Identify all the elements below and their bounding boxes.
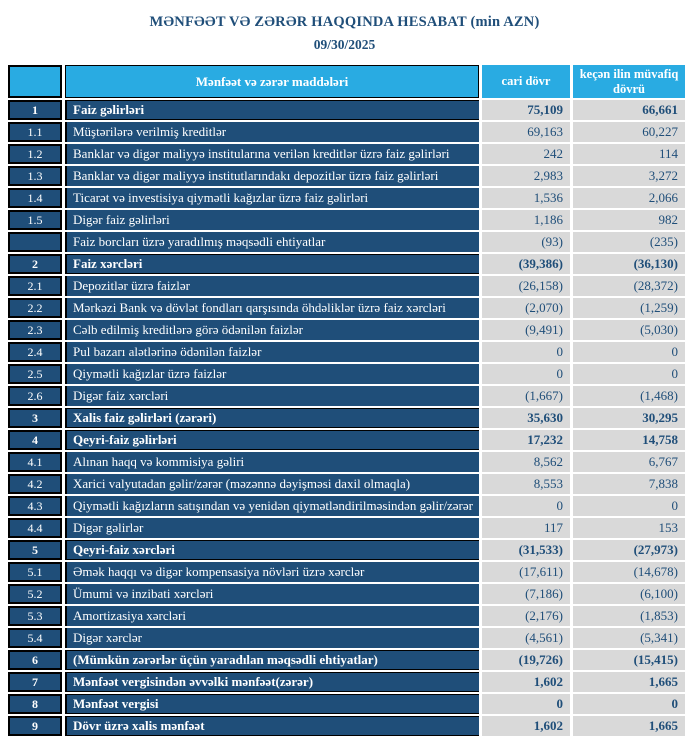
row-label: Mərkəzi Bank və dövlət fondları qarşısında öhdəliklər üzrə faiz xərcləri (65, 298, 479, 318)
row-previous-value: (1,259) (573, 298, 685, 318)
row-number: 9 (8, 716, 62, 736)
row-label: Amortizasiya xərcləri (65, 606, 479, 626)
row-label: Qiymətli kağızların satışından və yenidən qiymətləndirilməsindən gəlir/zərər (65, 496, 479, 516)
row-previous-value: 1,665 (573, 716, 685, 736)
table-row (8, 584, 687, 604)
row-previous-value: (15,415) (573, 650, 685, 670)
row-previous-value: (1,853) (573, 606, 685, 626)
row-number: 4.3 (8, 496, 62, 516)
row-label: Qiymətli kağızlar üzrə faizlər (65, 364, 479, 384)
row-label: Əmək haqqı və digər kompensasiya növləri üzrə xərclər (65, 562, 479, 582)
report-date: 09/30/2025 (313, 37, 376, 52)
row-number (8, 232, 62, 252)
row-previous-value: 114 (573, 144, 685, 164)
row-previous-value: 0 (573, 694, 685, 714)
row-label: Depozitlər üzrə faizlər (65, 276, 479, 296)
header-current-period-cell: cari dövr (482, 65, 570, 98)
row-current-value: 242 (482, 144, 570, 164)
row-label: Digər gəlirlər (65, 518, 479, 538)
table-row (8, 628, 687, 648)
row-current-value: (1,667) (482, 386, 570, 406)
row-current-value: (4,561) (482, 628, 570, 648)
row-current-value: 2,983 (482, 166, 570, 186)
row-current-value: (93) (482, 232, 570, 252)
row-number: 4.4 (8, 518, 62, 538)
row-number: 2.3 (8, 320, 62, 340)
row-number: 1.1 (8, 122, 62, 142)
table-row (8, 408, 687, 428)
row-current-value: 0 (482, 342, 570, 362)
row-current-value: 75,109 (482, 100, 570, 120)
row-number: 1 (8, 100, 62, 120)
row-number: 1.5 (8, 210, 62, 230)
row-current-value: (39,386) (482, 254, 570, 274)
row-number: 5.3 (8, 606, 62, 626)
row-previous-value: 0 (573, 496, 685, 516)
page-title: MƏNFƏƏT VƏ ZƏRƏR HAQQINDA HESABAT (min AZN) (149, 14, 540, 30)
row-number: 4 (8, 430, 62, 450)
row-number: 5.1 (8, 562, 62, 582)
table-row (8, 122, 687, 142)
row-label: Faiz gəlirləri (65, 100, 479, 120)
row-current-value: (17,611) (482, 562, 570, 582)
row-previous-value: (1,468) (573, 386, 685, 406)
table-row (8, 254, 687, 274)
profit-loss-table (8, 65, 687, 736)
row-previous-value: 3,272 (573, 166, 685, 186)
row-label: Pul bazarı alətlərinə ödənilən faizlər (65, 342, 479, 362)
row-previous-value: (36,130) (573, 254, 685, 274)
row-number: 7 (8, 672, 62, 692)
row-label: Alınan haqq və kommisiya gəliri (65, 452, 479, 472)
row-number: 5.2 (8, 584, 62, 604)
row-number: 2 (8, 254, 62, 274)
row-current-value: 8,562 (482, 452, 570, 472)
table-row (8, 606, 687, 626)
row-label: Faiz xərcləri (65, 254, 479, 274)
row-current-value: (19,726) (482, 650, 570, 670)
row-previous-value: 7,838 (573, 474, 685, 494)
table-row (8, 474, 687, 494)
table-row (8, 276, 687, 296)
row-previous-value: 1,665 (573, 672, 685, 692)
row-current-value: 0 (482, 694, 570, 714)
table-row (8, 188, 687, 208)
row-number: 4.1 (8, 452, 62, 472)
row-number: 2.2 (8, 298, 62, 318)
table-row (8, 672, 687, 692)
row-previous-value: 982 (573, 210, 685, 230)
row-label: Banklar və digər maliyyə institutlarındakı depozitlər üzrə faiz gəlirləri (65, 166, 479, 186)
row-label: Dövr üzrə xalis mənfəət (65, 716, 479, 736)
row-current-value: (26,158) (482, 276, 570, 296)
row-label: Qeyri-faiz gəlirləri (65, 430, 479, 450)
row-number: 4.2 (8, 474, 62, 494)
row-label: Xarici valyutadan gəlir/zərər (məzənnə dəyişməsi daxil olmaqla) (65, 474, 479, 494)
row-number: 1.3 (8, 166, 62, 186)
table-row (8, 210, 687, 230)
row-current-value: (7,186) (482, 584, 570, 604)
row-label: Digər faiz gəlirləri (65, 210, 479, 230)
row-number: 1.4 (8, 188, 62, 208)
header-items-cell: Mənfəət və zərər maddələri (65, 65, 479, 98)
row-number: 1.2 (8, 144, 62, 164)
row-label: Mənfəət vergisindən əvvəlki mənfəət(zərər) (65, 672, 479, 692)
row-number: 5.4 (8, 628, 62, 648)
row-label: Banklar və digər maliyyə institularına verilən kreditlər üzrə faiz gəlirləri (65, 144, 479, 164)
row-number: 2.1 (8, 276, 62, 296)
row-previous-value: 0 (573, 342, 685, 362)
row-label: Cəlb edilmiş kreditlərə görə ödənilən faizlər (65, 320, 479, 340)
row-current-value: 1,536 (482, 188, 570, 208)
table-row (8, 694, 687, 714)
row-number: 6 (8, 650, 62, 670)
table-row (8, 518, 687, 538)
row-previous-value: 153 (573, 518, 685, 538)
table-row (8, 166, 687, 186)
row-current-value: (9,491) (482, 320, 570, 340)
table-row (8, 540, 687, 560)
row-number: 2.4 (8, 342, 62, 362)
row-current-value: 1,602 (482, 672, 570, 692)
table-row (8, 496, 687, 516)
table-row (8, 342, 687, 362)
row-current-value: 0 (482, 496, 570, 516)
row-current-value: 69,163 (482, 122, 570, 142)
table-row (8, 100, 687, 120)
table-body (8, 100, 687, 736)
row-label: Xalis faiz gəlirləri (zərəri) (65, 408, 479, 428)
row-label: Faiz borcları üzrə yaradılmış məqsədli ehtiyatlar (65, 232, 479, 252)
row-previous-value: (6,100) (573, 584, 685, 604)
row-number: 2.5 (8, 364, 62, 384)
row-current-value: 8,553 (482, 474, 570, 494)
table-row (8, 452, 687, 472)
header-previous-period-cell: keçən ilin müvafiq dövrü (573, 65, 685, 98)
table-row (8, 232, 687, 252)
row-previous-value: 14,758 (573, 430, 685, 450)
row-current-value: 1,186 (482, 210, 570, 230)
row-current-value: 0 (482, 364, 570, 384)
title-block (0, 0, 689, 53)
row-number: 2.6 (8, 386, 62, 406)
row-current-value: 17,232 (482, 430, 570, 450)
row-previous-value: 66,661 (573, 100, 685, 120)
table-header-row (8, 65, 687, 98)
table-row (8, 364, 687, 384)
row-previous-value: (27,973) (573, 540, 685, 560)
row-previous-value: (5,341) (573, 628, 685, 648)
table-row (8, 144, 687, 164)
row-current-value: (31,533) (482, 540, 570, 560)
row-label: Digər xərclər (65, 628, 479, 648)
row-label: Digər faiz xərcləri (65, 386, 479, 406)
row-label: Mənfəət vergisi (65, 694, 479, 714)
row-current-value: 117 (482, 518, 570, 538)
table-row (8, 298, 687, 318)
row-previous-value: (14,678) (573, 562, 685, 582)
row-current-value: (2,176) (482, 606, 570, 626)
row-previous-value: 60,227 (573, 122, 685, 142)
table-row (8, 386, 687, 406)
row-previous-value: 6,767 (573, 452, 685, 472)
row-previous-value: 2,066 (573, 188, 685, 208)
row-previous-value: 0 (573, 364, 685, 384)
table-row (8, 716, 687, 736)
row-label: Müştərilərə verilmiş kreditlər (65, 122, 479, 142)
row-number: 3 (8, 408, 62, 428)
row-label: Ümumi və inzibati xərcləri (65, 584, 479, 604)
row-previous-value: (5,030) (573, 320, 685, 340)
row-label: Qeyri-faiz xərcləri (65, 540, 479, 560)
header-number-cell (8, 65, 62, 98)
row-previous-value: (28,372) (573, 276, 685, 296)
table-row (8, 650, 687, 670)
row-previous-value: (235) (573, 232, 685, 252)
row-label: Ticarət və investisiya qiymətli kağızlar üzrə faiz gəlirləri (65, 188, 479, 208)
row-number: 5 (8, 540, 62, 560)
row-current-value: (2,070) (482, 298, 570, 318)
table-row (8, 320, 687, 340)
row-previous-value: 30,295 (573, 408, 685, 428)
row-label: (Mümkün zərərlər üçün yaradılan məqsədli ehtiyatlar) (65, 650, 479, 670)
row-current-value: 35,630 (482, 408, 570, 428)
table-row (8, 562, 687, 582)
table-row (8, 430, 687, 450)
row-number: 8 (8, 694, 62, 714)
row-current-value: 1,602 (482, 716, 570, 736)
